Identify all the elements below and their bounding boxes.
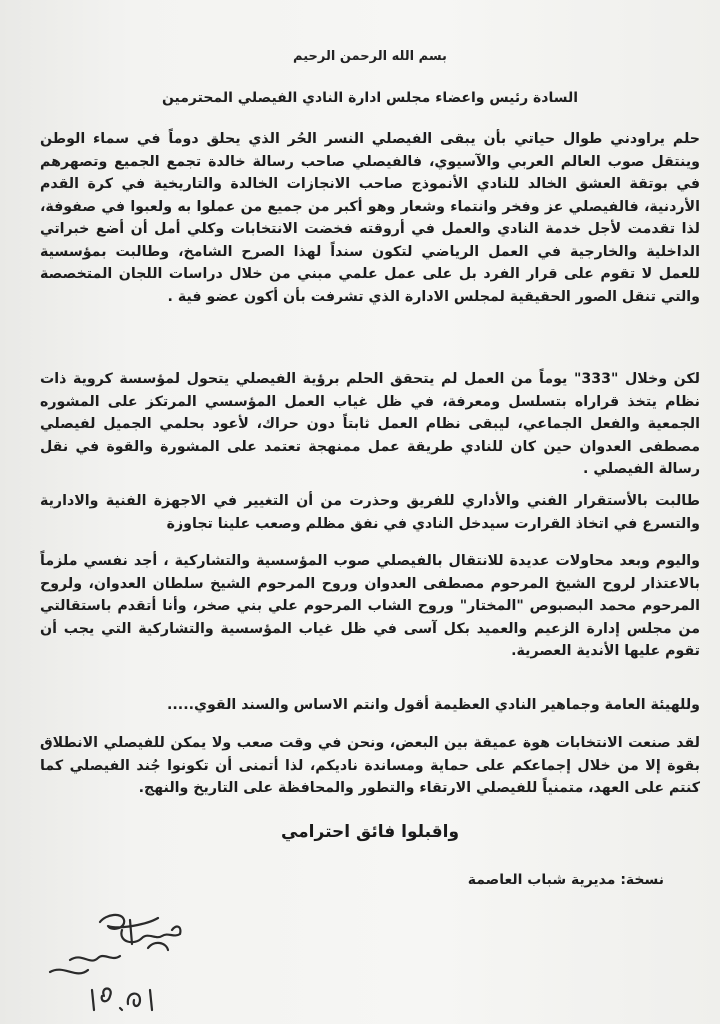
paragraph-elections: لقد صنعت الانتخابات هوة عميقة بين البعض، ونحن في وقت صعب ولا يمكن للفيصلي الانطلاق بقوة إلا من خلال إجماعكم على حماية ومساندة ناديكم، لذا أتمنى أن تكونوا جُند الفيصلي كما كنتم على العهد، متمنياً للفيصلي الارتقاء والتطور والمحافظة على التاريخ والنهج. xyxy=(40,735,700,796)
paragraph-resignation: واليوم وبعد محاولات عديدة للانتقال بالفيصلي صوب المؤسسية والتشاركية ، أجد نفسي ملزماً بالاعتذار لروح الشيخ المرحوم مصطفى العدوان وروح المرحوم الشيخ سلطان العدوان، ولروح المرحوم محمد البصبوص "المختار" وروح الشاب المرحوم علي بني صخر، وأنا أتقدم باستقالتي من مجلس إدارة الزعيم والعميد بكل آسى في ظل غياب المؤسسية والتشاركية التي يجب أن تقوم عليها الأندية العصرية. xyxy=(40,553,700,659)
copy-to-line: نسخة: مديرية شباب العاصمة xyxy=(467,872,664,888)
paragraph-stability: طالبت بالأستقرار الفني والأداري للفريق وحذرت من أن التغيير في الاجهزة الفنية والادارية والتسرع في اتخاذ القرارت سيدخل النادي في نفق مظلم وصعب علينا تجاوزة xyxy=(40,493,700,532)
salutation: السادة رئيس واعضاء مجلس ادارة النادي الفيصلي المحترمين xyxy=(161,90,579,106)
basmala: بسم الله الرحمن الرحيم xyxy=(293,49,447,64)
handwritten-signature xyxy=(30,900,230,1020)
closing-line: واقبلوا فائق احترامي xyxy=(280,822,460,842)
paragraph-dream: حلم يراودني طوال حياتي بأن يبقى الفيصلي النسر الحُر الذي يحلق دوماً في سماء الوطن وينتقل صوب العالم العربي والآسيوي، فالفيصلي صاحب رسالة خالدة تجمع الجميع وتصهرهم في بوتقة العشق الخالد للنادي الأنموذج صاحب الانجازات الخالدة والتاريخية في كرة القدم الأردنية، فالفيصلي عز وفخر وانتماء وشعار وهو أكبر من جميع من عملوا به ولعبوا في صفوفة، لذا تقدمت لأجل خدمة النادي والعمل في أروقته فخضت الانتخابات وكلي أمل أن أضع خبراتي الداخلية والخارجية في العمل الرياضي لتكون سنداً لهذا الصرح الشامخ، وطالبت بمؤسسية للعمل لا تقوم على قرار الفرد بل على عمل علمي مبني من خلال دراسات اللجان المتخصصة والتي تنقل الصور الحقيقية لمجلس الادارة الذي تشرفت بأن أكون عضو فية . xyxy=(40,131,700,305)
paragraph-333-days: لكن وخلال "333" يوماً من العمل لم يتحقق الحلم برؤية الفيصلي يتحول لمؤسسة كروية ذات نظام يتخذ قراراه بتسلسل ومعرفة، في ظل غياب العمل المؤسسي المرتكز على المشوره الجمعية والفعل الجماعي، ليبقى نظام العمل ثابتاً دون حراك، لأعود بحلمي الجميل لفيصلي مصطفى العدوان حين كان للنادي طريقة عمل ممنهجة تعتمد على المشورة والقوة في نقل رسالة الفيصلي . xyxy=(40,371,700,477)
paragraph-general-assembly: وللهيئة العامة وجماهير النادي العظيمة أقول وانتم الاساس والسند القوي..... xyxy=(167,697,700,713)
